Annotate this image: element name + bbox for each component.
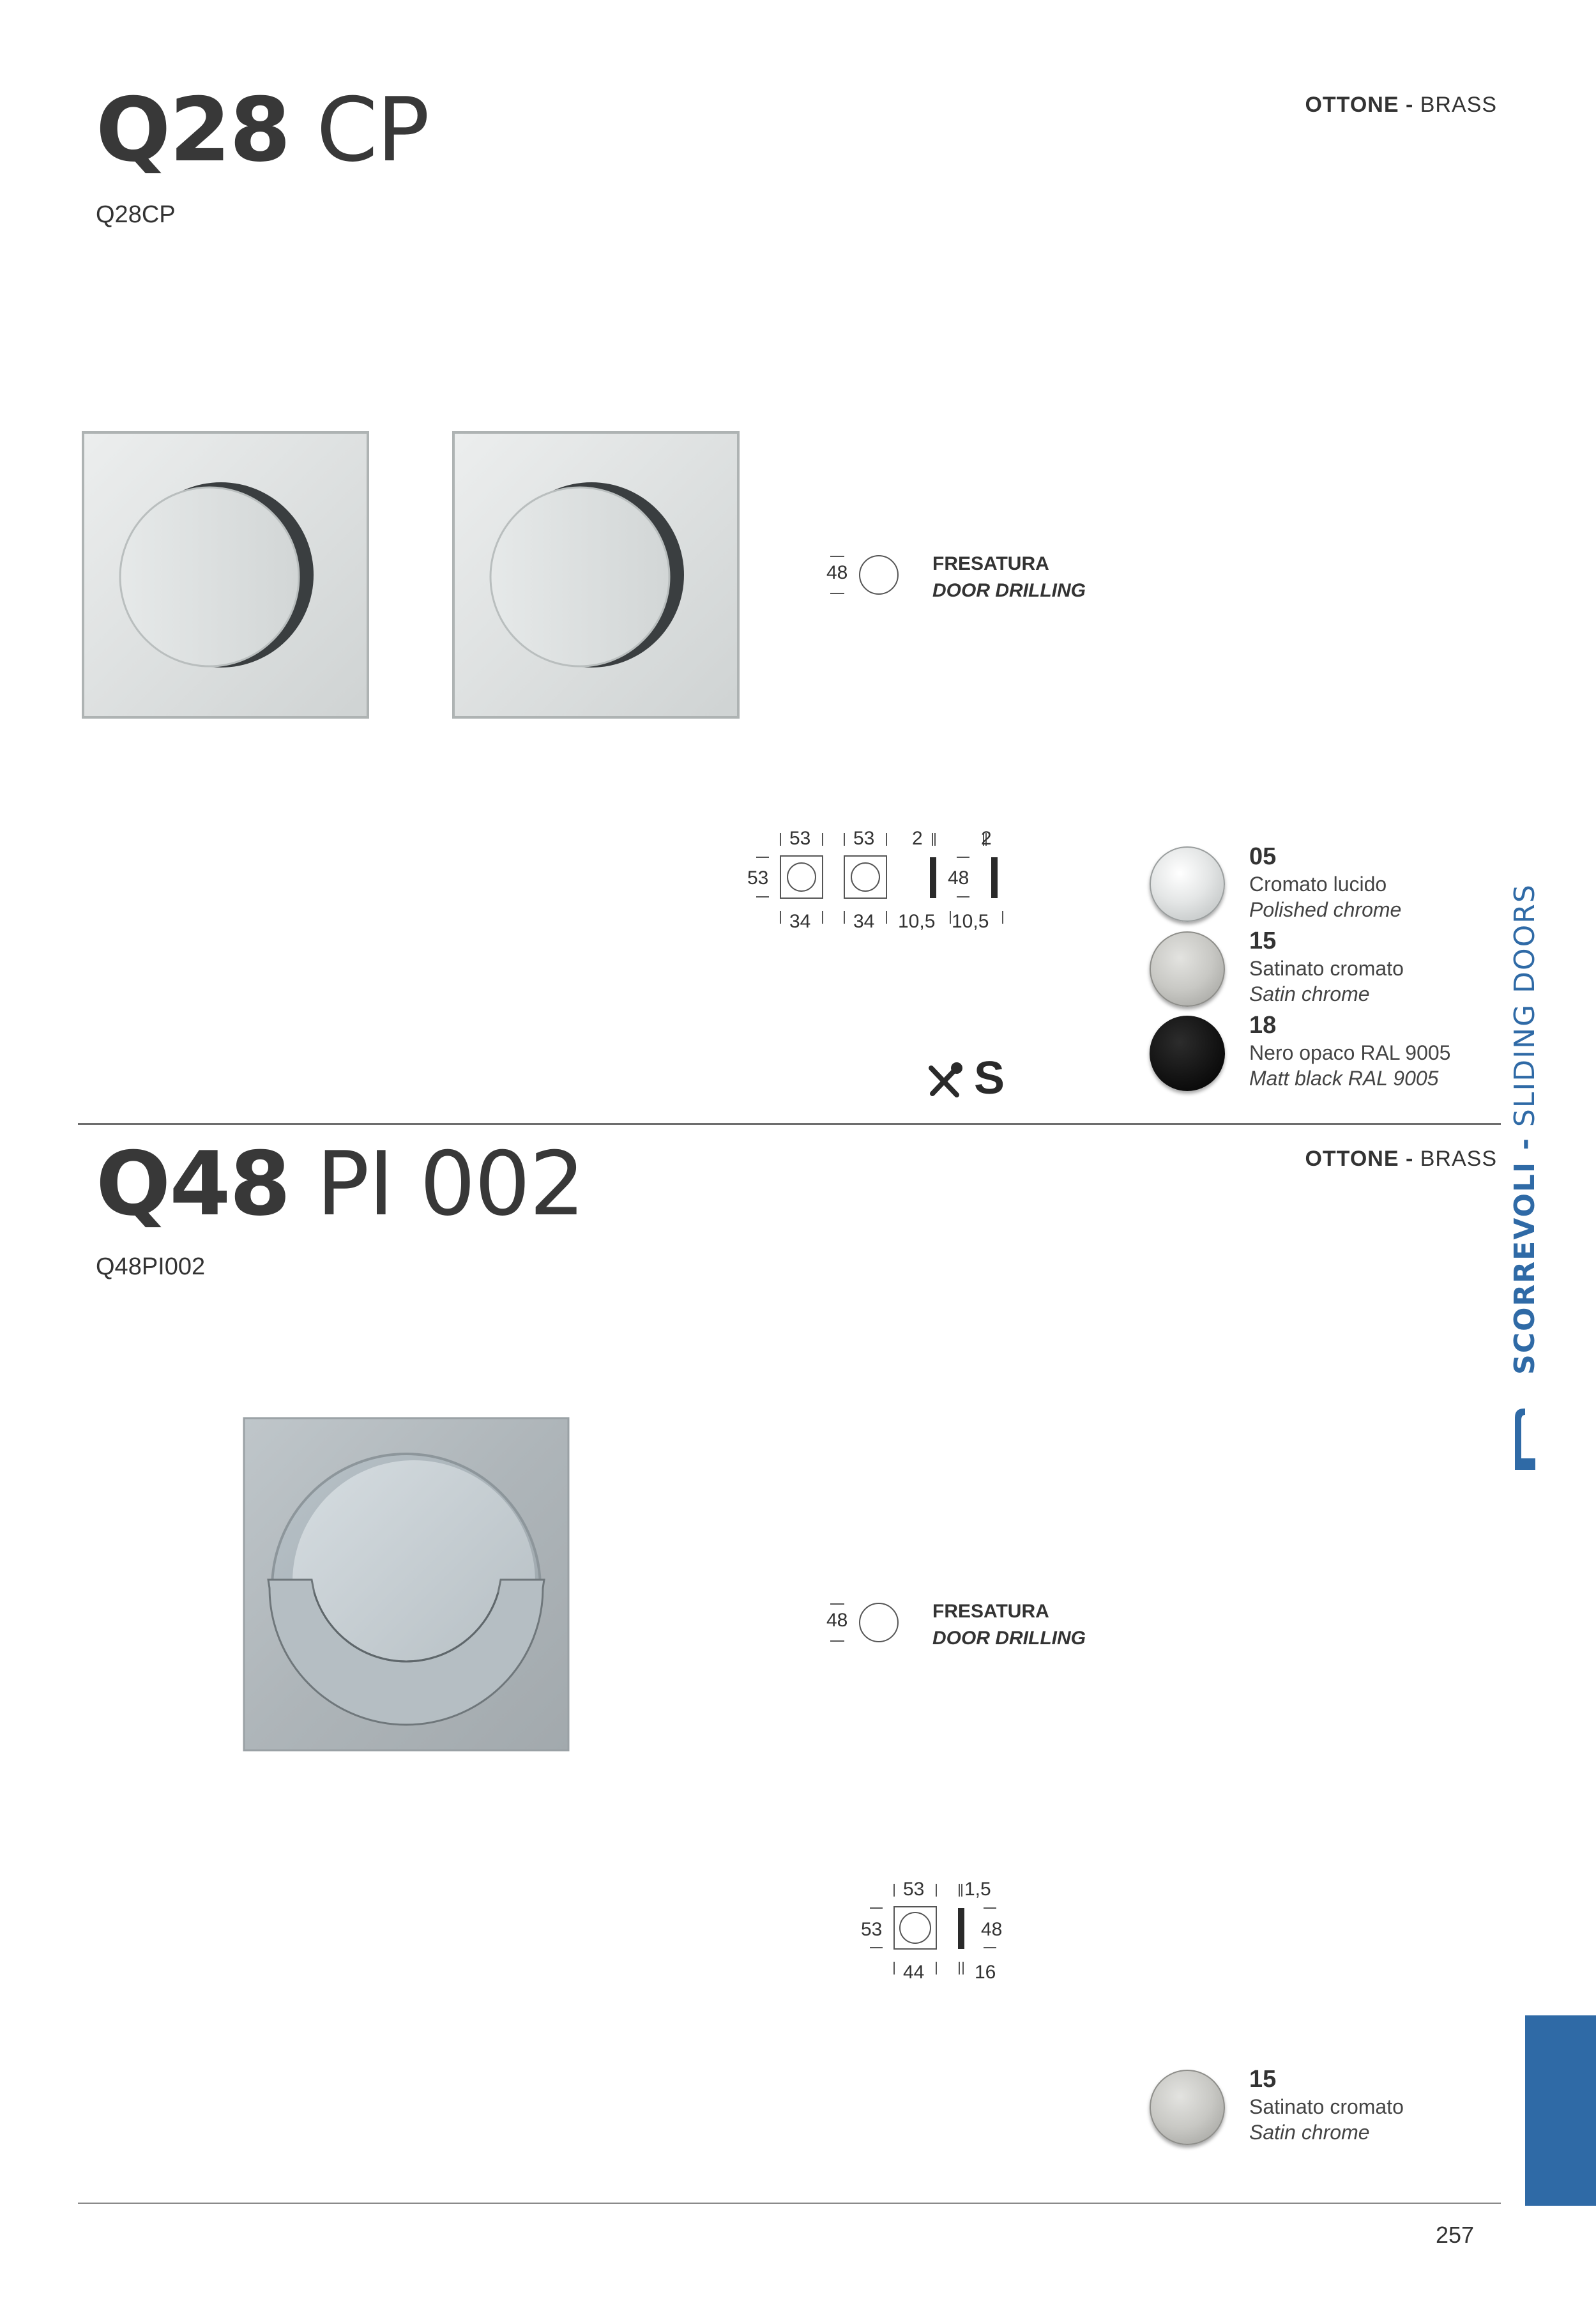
dim-b-bottom: 34 (853, 911, 875, 932)
finish-swatch-15 (1150, 931, 1225, 1007)
product-title (96, 79, 429, 181)
dim-a-bottom: 34 (789, 911, 811, 932)
section-tab (1525, 2015, 1596, 2206)
product-code: Q28CP (96, 201, 176, 228)
dim-c-bottom: 10,5 (898, 911, 936, 932)
drilling-label (932, 1598, 1086, 1652)
finish-swatch-05 (1150, 846, 1225, 922)
page-number: 257 (1436, 2222, 1475, 2248)
dim-d-top: 2 (981, 828, 992, 849)
material-light: BRASS (1420, 1147, 1497, 1171)
section-side-label (1509, 883, 1541, 1375)
drilling-label-en: DOOR DRILLING (932, 1628, 1086, 1649)
dim-b-bottom: 16 (975, 1962, 996, 1983)
drilling-label-it: FRESATURA (932, 553, 1049, 574)
dim-a-bottom: 44 (903, 1962, 925, 1983)
finish-name-it: Nero opaco RAL 9005 (1249, 1041, 1451, 1064)
finish-code: 18 (1249, 1012, 1277, 1039)
dim-b-top: 53 (853, 828, 875, 849)
material-bold: OTTONE - (1305, 1147, 1414, 1171)
title-bold: Q48 (96, 1133, 290, 1235)
product-image-right (452, 431, 740, 719)
material-bold: OTTONE - (1305, 93, 1414, 117)
dim-c-top: 2 (912, 828, 923, 849)
dim-d-side: 48 (948, 867, 969, 889)
material-label (1305, 93, 1497, 118)
finish-swatch-18 (1150, 1016, 1225, 1091)
material-light: BRASS (1420, 93, 1497, 117)
title-light: PI 002 (316, 1133, 584, 1235)
drilling-size: 48 (826, 562, 848, 583)
drilling-size: 48 (826, 1610, 848, 1631)
product-image (243, 1417, 570, 1752)
finish-code: 15 (1249, 928, 1277, 954)
finish-name-it: Satinato cromato (1249, 957, 1404, 980)
drilling-label-it: FRESATURA (932, 1601, 1049, 1622)
finish-15 (1249, 2065, 1404, 2145)
finish-05 (1249, 842, 1401, 922)
material-label (1305, 1147, 1497, 1172)
title-light: CP (316, 79, 429, 181)
finish-code: 15 (1249, 2066, 1277, 2093)
drilling-label (932, 551, 1086, 604)
product-code: Q48PI002 (96, 1253, 206, 1280)
product-image-left (82, 431, 369, 719)
dim-a-side: 53 (747, 867, 769, 889)
finish-swatch-15 (1150, 2070, 1225, 2145)
finish-18 (1249, 1011, 1450, 1091)
title-bold: Q28 (96, 79, 290, 181)
finish-name-en: Matt black RAL 9005 (1249, 1067, 1439, 1090)
dim-b-top: 1,5 (964, 1879, 991, 1900)
drilling-label-en: DOOR DRILLING (932, 580, 1086, 601)
finish-name-en: Satin chrome (1249, 982, 1370, 1005)
dim-a-top: 53 (789, 828, 811, 849)
dim-a-side: 53 (861, 1919, 883, 1940)
section-divider (78, 1123, 1501, 1125)
side-label-light: SLIDING DOORS (1509, 883, 1541, 1127)
finish-name-en: Polished chrome (1249, 898, 1402, 921)
tools-letter: S (974, 1053, 1005, 1104)
dim-a-top: 53 (903, 1879, 925, 1900)
finish-name-en: Satin chrome (1249, 2121, 1370, 2144)
finish-name-it: Cromato lucido (1249, 873, 1387, 896)
side-label-bold: SCORREVOLI - (1509, 1137, 1541, 1375)
footer-rule (78, 2203, 1501, 2204)
dim-b-side: 48 (981, 1919, 1003, 1940)
dim-d-bottom: 10,5 (952, 911, 989, 932)
section-logo-icon (1512, 1409, 1538, 1470)
product-title (96, 1133, 584, 1235)
finish-code: 05 (1249, 843, 1277, 870)
finish-15 (1249, 926, 1404, 1007)
finish-name-it: Satinato cromato (1249, 2095, 1404, 2118)
tools-icon (925, 1060, 963, 1101)
